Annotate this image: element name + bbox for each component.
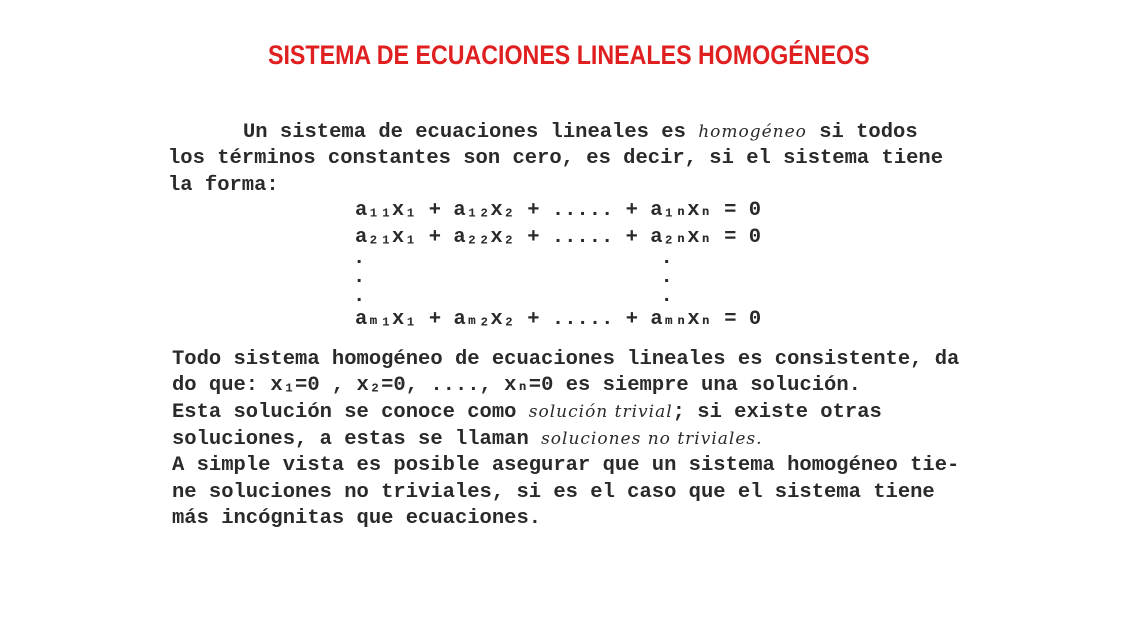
equation-row-m: aₘ₁x₁ + aₘ₂x₂ + ..... + aₘₙxₙ = 0 bbox=[355, 308, 762, 331]
text-segment: soluciones, a estas se llaman bbox=[172, 428, 542, 451]
text-line bbox=[172, 403, 882, 424]
text-line bbox=[172, 430, 763, 451]
vertical-dots: . . bbox=[353, 285, 673, 308]
text-line: más incógnitas que ecuaciones. bbox=[172, 507, 542, 530]
slide-title-text: SISTEMA DE ECUACIONES LINEALES HOMOGÉNEOS bbox=[268, 40, 870, 70]
vertical-dots: . . bbox=[353, 266, 673, 289]
text-line: Todo sistema homogéneo de ecuaciones lineales es consistente, da bbox=[172, 348, 960, 371]
text-line: ne soluciones no triviales, si es el caso que el sistema tiene bbox=[172, 481, 935, 504]
equation-row-1: a₁₁x₁ + a₁₂x₂ + ..... + a₁ₙxₙ = 0 bbox=[355, 199, 762, 222]
text-segment: Esta solución se conoce como bbox=[172, 401, 529, 424]
text-line bbox=[243, 123, 918, 144]
italic-term: homogéneo bbox=[698, 122, 807, 142]
text-line: los términos constantes son cero, es decir, si el sistema tiene bbox=[168, 147, 944, 170]
text-line: A simple vista es posible asegurar que un sistema homogéneo tie- bbox=[172, 454, 960, 477]
italic-term: solución trivial bbox=[528, 402, 673, 422]
text-line: la forma: bbox=[168, 174, 279, 197]
slide-title bbox=[0, 40, 1138, 71]
text-segment: si todos bbox=[806, 121, 918, 144]
text-segment: Un sistema de ecuaciones lineales es bbox=[243, 121, 699, 144]
text-segment: ; si existe otras bbox=[672, 401, 882, 424]
text-line: do que: x₁=0 , x₂=0, ...., xₙ=0 es siempre una solución. bbox=[172, 374, 861, 397]
italic-term: soluciones no triviales. bbox=[541, 429, 763, 449]
vertical-dots: . . bbox=[353, 247, 673, 270]
equation-row-2: a₂₁x₁ + a₂₂x₂ + ..... + a₂ₙxₙ = 0 bbox=[355, 226, 762, 249]
